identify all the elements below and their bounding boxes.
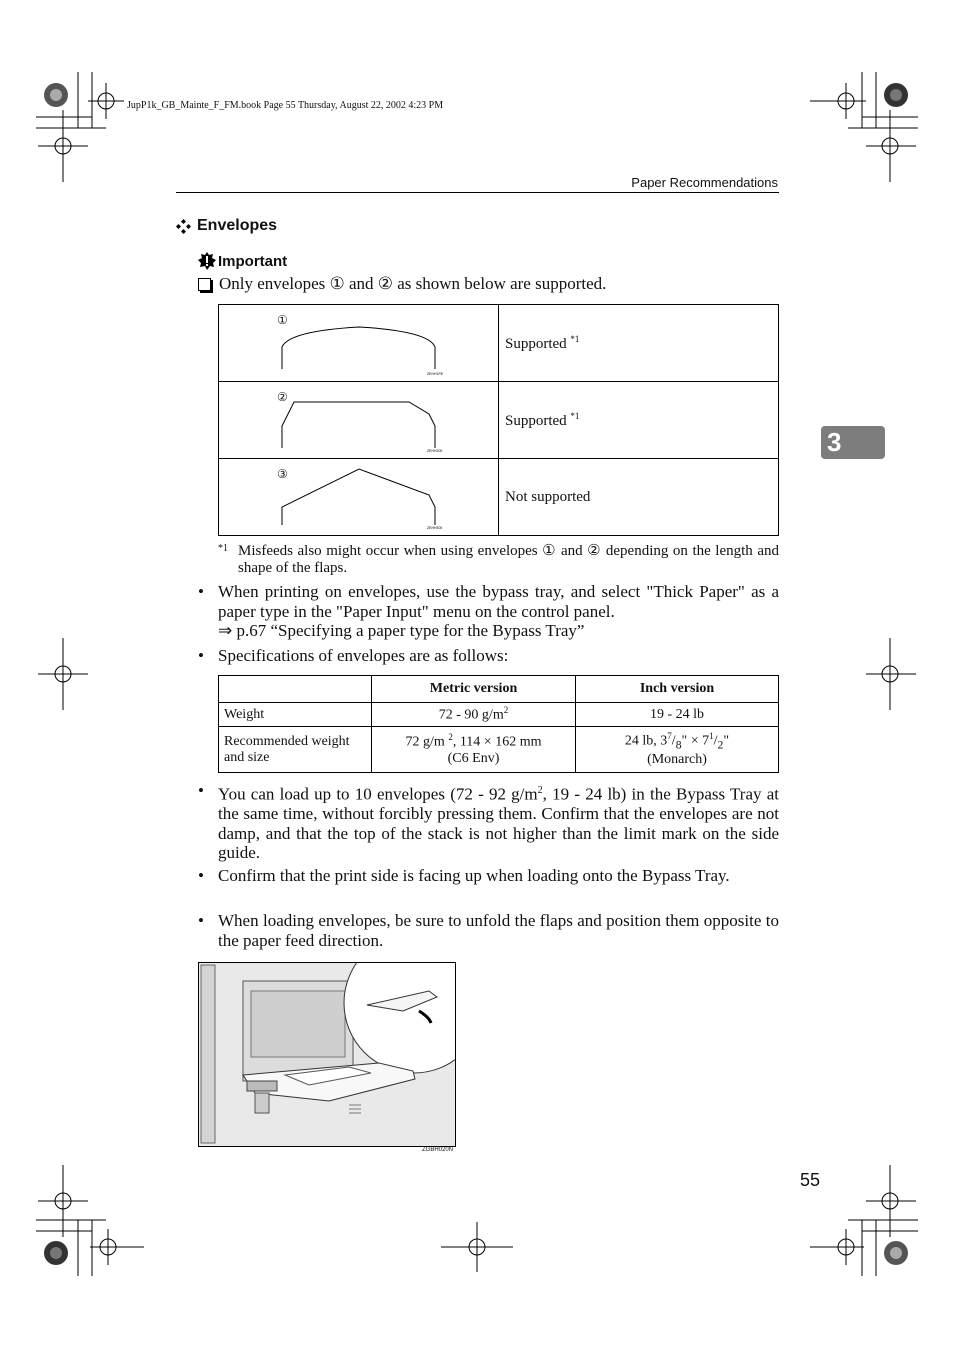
cross-reference-link[interactable]: ⇒ p.67 “Specifying a paper type for the Bypass Tray”: [218, 621, 585, 640]
bullet-line: When printing on envelopes, use the bypass tray, and select "Thick Paper" as a paper type in the "Paper Input" menu on the control panel.: [218, 582, 779, 621]
footnote-mark: *1: [218, 543, 228, 554]
important-badge-icon: [198, 252, 216, 270]
row-label: Recommended weight and size: [219, 727, 372, 773]
list-item: • When printing on envelopes, use the bypass tray, and select "Thick Paper" as a paper type in the "Paper Input" menu on the control panel. ⇒ p.67 “Specifying a paper type for the Bypass Tray”: [198, 582, 779, 640]
footnote: [218, 543, 779, 577]
page-number: 55: [800, 1170, 821, 1190]
important-note-text: Only envelopes ① and ② as shown below are supported.: [219, 274, 607, 293]
bullet-text: Confirm that the print side is facing up when loading onto the Bypass Tray.: [218, 866, 730, 885]
envelope-3-shape: [219, 459, 498, 535]
envelope-2-cell: [219, 382, 499, 459]
diamond-cluster-icon: [176, 219, 191, 234]
table-row: [219, 459, 779, 536]
important-note: [198, 274, 606, 294]
header-rule: [176, 192, 779, 193]
bullet-text: Specifications of envelopes are as follows:: [218, 646, 509, 665]
envelope-1-shape: [219, 305, 498, 381]
envelope-number: ③: [277, 467, 288, 481]
envelope-image-code: ZEHH1PE: [427, 372, 444, 376]
table-row: [219, 703, 779, 727]
weight-inch: 19 - 24 lb: [576, 703, 779, 727]
section-heading: [176, 217, 277, 235]
envelope-number: ②: [277, 390, 288, 404]
envelope-table: [218, 304, 779, 536]
illustration-code: ZGBH020N: [422, 1147, 454, 1153]
weight-metric: 72 - 90 $g/m^2$: [372, 703, 576, 727]
footnote-text: Misfeeds also might occur when using envelopes ① and ② depending on the length and shape of the flaps.: [238, 543, 779, 576]
envelope-3-status: [499, 459, 779, 536]
envelope-number: ①: [277, 313, 288, 327]
envelope-2-shape: [219, 382, 498, 458]
status-text: Supported: [505, 335, 571, 352]
table-header-row: [219, 676, 779, 703]
checkbox-icon: [198, 278, 211, 291]
bypass-tray-illustration: [198, 962, 456, 1147]
column-header: [219, 676, 372, 703]
important-heading: [198, 252, 287, 270]
list-item: • Specifications of envelopes are as follows:: [198, 646, 779, 666]
list-item: • You can load up to 10 envelopes (72 - 92 $g/m^2$, 19 - 24 lb) in the Bypass Tray at the same time, without forcibly pressing them. Confirm that the envelopes are not damp, and that the top of the stack is not higher than the limit mark on the side guide.: [198, 781, 780, 863]
printer-bypass-tray-drawing: [199, 963, 455, 1146]
footnote-ref: *1: [570, 410, 580, 421]
list-item: • Confirm that the print side is facing up when loading onto the Bypass Tray.: [198, 866, 779, 886]
book-file-line: JupP1k_GB_Mainte_F_FM.book Page 55 Thursday, August 22, 2002 4:23 PM: [127, 100, 444, 111]
table-row: [219, 382, 779, 459]
spec-table: [218, 675, 779, 773]
envelope-1-cell: [219, 305, 499, 382]
important-label: Important: [218, 252, 288, 270]
column-header: Inch version: [576, 676, 779, 703]
row-label: Weight: [219, 703, 372, 727]
running-head: Paper Recommendations: [631, 175, 778, 190]
footnote-ref: *1: [570, 333, 580, 344]
envelope-3-cell: [219, 459, 499, 536]
chapter-tab: 3: [821, 426, 885, 459]
section-title: Envelopes: [197, 217, 278, 234]
bullet-text: You can load up to 10 envelopes (72 - 92 $g/m^2$, 19 - 24 lb) in the Bypass Tray at the same time, without forcibly pressing them. Confirm that the envelopes are not damp, and that the top of the stack is not higher than the limit mark on the side guide.: [218, 784, 780, 863]
table-row: [219, 305, 779, 382]
status-text: Not supported: [505, 488, 591, 505]
bullet-text: When loading envelopes, be sure to unfold the flaps and position them opposite to the paper feed direction.: [218, 911, 779, 950]
envelope-2-status: [499, 382, 779, 459]
envelope-1-status: [499, 305, 779, 382]
size-metric: 72 g/m $^2$, 114 × 162 mm (C6 Env): [372, 727, 576, 773]
list-item: • When loading envelopes, be sure to unfold the flaps and position them opposite to the paper feed direction.: [198, 911, 779, 950]
table-row: [219, 727, 779, 773]
envelope-image-code: ZEHH300: [427, 526, 443, 530]
bullet-text: [218, 582, 779, 641]
column-header: Metric version: [372, 676, 576, 703]
status-text: Supported: [505, 412, 571, 429]
envelope-image-code: ZEHH200: [427, 449, 443, 453]
size-inch: 24 lb, $3^7/_8$" × $7^1/_2$" (Monarch): [576, 727, 779, 773]
